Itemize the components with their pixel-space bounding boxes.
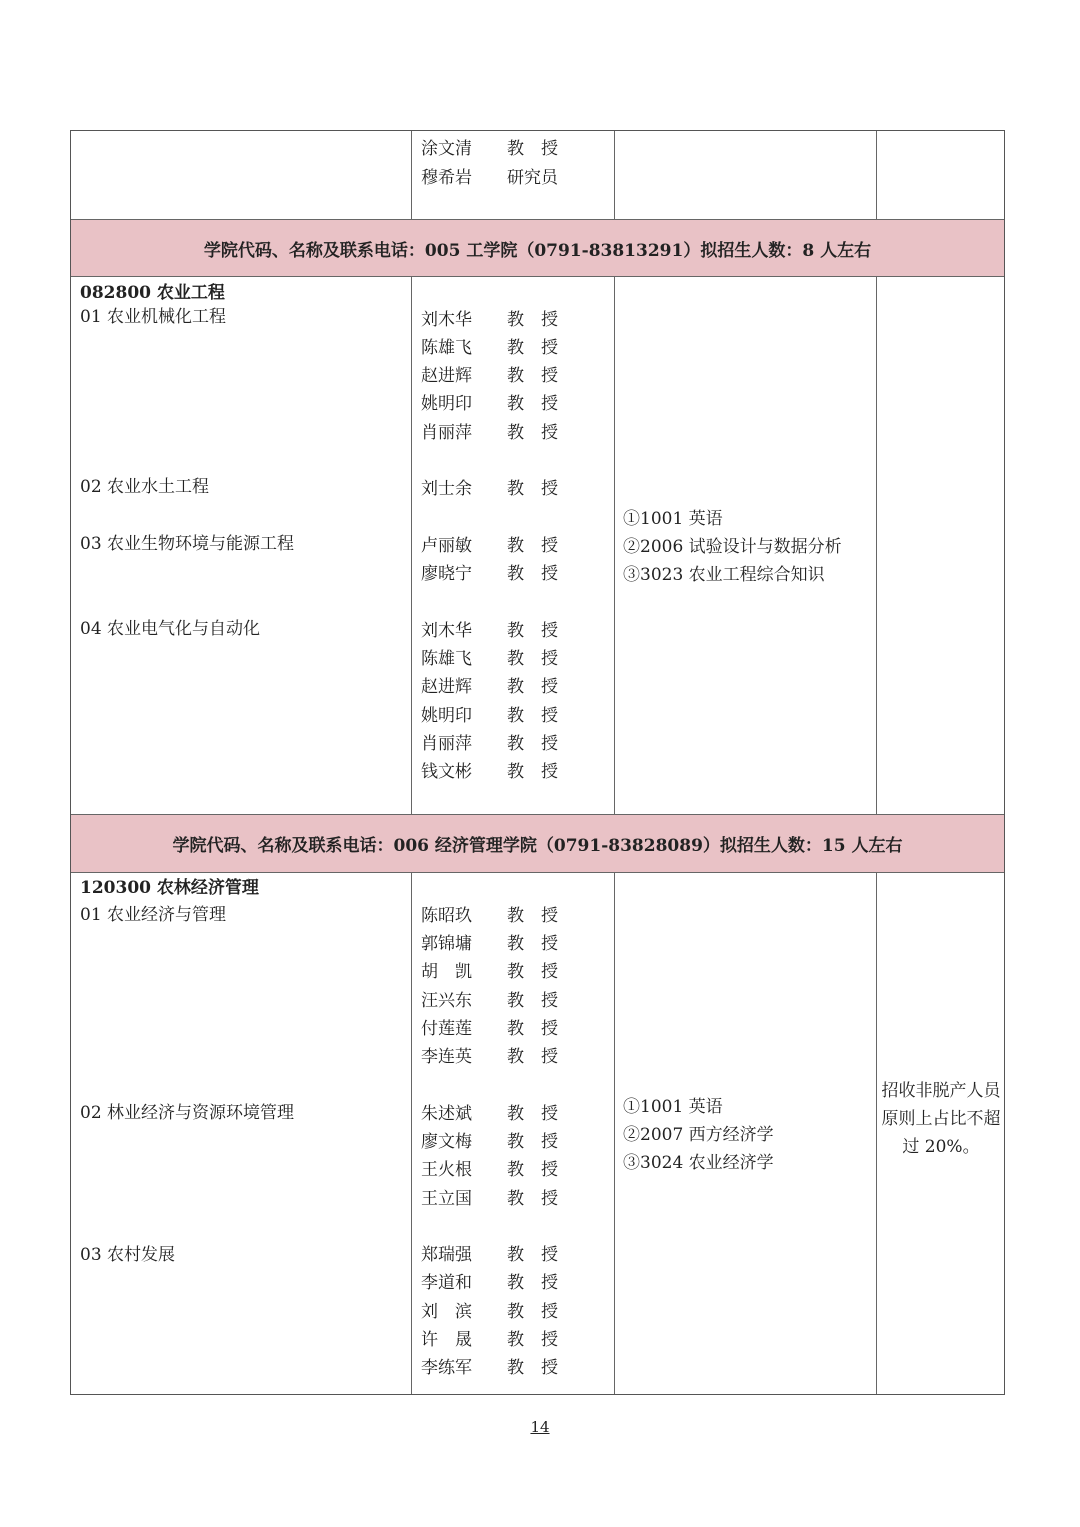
- faculty-title: 教 授: [507, 1302, 558, 1322]
- faculty-title: 教 授: [507, 677, 558, 697]
- major-title: 082800 农业工程: [80, 283, 225, 303]
- faculty-name: 赵进辉: [421, 677, 472, 697]
- faculty-name: 肖丽萍: [421, 734, 472, 754]
- col-divider: [876, 131, 877, 219]
- faculty-title: 教 授: [507, 564, 558, 584]
- faculty-title: 教 授: [507, 1104, 558, 1124]
- faculty-title: 教 授: [507, 1160, 558, 1180]
- faculty-title: 研究员: [507, 168, 558, 188]
- remarks-note: 招收非脱产人员原则上占比不超过 20%。: [881, 1081, 1001, 1157]
- admissions-table: [70, 130, 1005, 1395]
- exam-subject: ③3024 农业经济学: [623, 1153, 774, 1173]
- faculty-title: 教 授: [507, 1047, 558, 1067]
- college-header-006: 学院代码、名称及联系电话：006 经济管理学院（0791-83828089）拟招生人数：15 人左右: [71, 815, 1004, 872]
- faculty-name: 王立国: [421, 1189, 472, 1209]
- faculty-title: 教 授: [507, 621, 558, 641]
- page-number: 14: [530, 1418, 550, 1436]
- major-title: 120300 农林经济管理: [80, 878, 259, 898]
- faculty-title: 教 授: [507, 1330, 558, 1350]
- faculty-name: 钱文彬: [421, 762, 472, 782]
- faculty-name: 郑瑞强: [421, 1245, 472, 1265]
- col-divider: [411, 277, 412, 814]
- faculty-name: 汪兴东: [421, 991, 472, 1011]
- faculty-title: 教 授: [507, 366, 558, 386]
- faculty-name: 许 晟: [421, 1330, 472, 1350]
- faculty-name: 陈雄飞: [421, 338, 472, 358]
- college-header-005: 学院代码、名称及联系电话：005 工学院（0791-83813291）拟招生人数：8 人左右: [71, 220, 1004, 276]
- faculty-title: 教 授: [507, 310, 558, 330]
- faculty-name: 姚明印: [421, 394, 472, 414]
- direction-label: 02 农业水土工程: [80, 477, 210, 497]
- col-divider: [876, 873, 877, 1394]
- faculty-title: 教 授: [507, 1245, 558, 1265]
- faculty-name: 赵进辉: [421, 366, 472, 386]
- faculty-title: 教 授: [507, 649, 558, 669]
- faculty-title: 教 授: [507, 479, 558, 499]
- col-divider: [614, 131, 615, 219]
- col-divider: [411, 131, 412, 219]
- faculty-title: 教 授: [507, 906, 558, 926]
- col-divider: [876, 277, 877, 814]
- exam-subject: ①1001 英语: [623, 509, 723, 529]
- faculty-title: 教 授: [507, 536, 558, 556]
- exam-subject: ②2007 西方经济学: [623, 1125, 774, 1145]
- direction-label: 04 农业电气化与自动化: [80, 619, 261, 639]
- faculty-title: 教 授: [507, 762, 558, 782]
- faculty-name: 朱述斌: [421, 1104, 472, 1124]
- faculty-title: 教 授: [507, 734, 558, 754]
- faculty-name: 刘木华: [421, 621, 472, 641]
- faculty-title: 教 授: [507, 962, 558, 982]
- faculty-name: 李道和: [421, 1273, 472, 1293]
- faculty-title: 教 授: [507, 338, 558, 358]
- faculty-title: 教 授: [507, 706, 558, 726]
- col-divider: [614, 873, 615, 1394]
- exam-subject: ①1001 英语: [623, 1097, 723, 1117]
- exam-subject: ③3023 农业工程综合知识: [623, 565, 825, 585]
- faculty-name: 李练军: [421, 1358, 472, 1378]
- row-divider: [71, 872, 1004, 873]
- direction-label: 03 农村发展: [80, 1245, 176, 1265]
- faculty-name: 胡 凯: [421, 962, 472, 982]
- faculty-name: 刘 滨: [421, 1302, 472, 1322]
- faculty-title: 教 授: [507, 1189, 558, 1209]
- faculty-title: 教 授: [507, 991, 558, 1011]
- faculty-name: 肖丽萍: [421, 423, 472, 443]
- faculty-name: 刘士余: [421, 479, 472, 499]
- faculty-title: 教 授: [507, 139, 558, 159]
- faculty-name: 穆希岩: [421, 168, 472, 188]
- faculty-title: 教 授: [507, 934, 558, 954]
- faculty-title: 教 授: [507, 1019, 558, 1039]
- faculty-name: 王火根: [421, 1160, 472, 1180]
- faculty-name: 涂文清: [421, 139, 472, 159]
- faculty-title: 教 授: [507, 1358, 558, 1378]
- faculty-title: 教 授: [507, 1273, 558, 1293]
- faculty-name: 付莲莲: [421, 1019, 472, 1039]
- faculty-name: 姚明印: [421, 706, 472, 726]
- faculty-title: 教 授: [507, 423, 558, 443]
- faculty-name: 廖文梅: [421, 1132, 472, 1152]
- faculty-title: 教 授: [507, 1132, 558, 1152]
- direction-label: 03 农业生物环境与能源工程: [80, 534, 295, 554]
- faculty-name: 郭锦墉: [421, 934, 472, 954]
- row-divider: [71, 276, 1004, 277]
- direction-label: 02 林业经济与资源环境管理: [80, 1103, 295, 1123]
- faculty-name: 陈昭玖: [421, 906, 472, 926]
- col-divider: [411, 873, 412, 1394]
- direction-label: 01 农业机械化工程: [80, 307, 227, 327]
- faculty-name: 廖晓宁: [421, 564, 472, 584]
- col-divider: [614, 277, 615, 814]
- exam-subject: ②2006 试验设计与数据分析: [623, 537, 842, 557]
- faculty-name: 陈雄飞: [421, 649, 472, 669]
- faculty-name: 卢丽敏: [421, 536, 472, 556]
- faculty-title: 教 授: [507, 394, 558, 414]
- direction-label: 01 农业经济与管理: [80, 905, 227, 925]
- faculty-name: 李连英: [421, 1047, 472, 1067]
- faculty-name: 刘木华: [421, 310, 472, 330]
